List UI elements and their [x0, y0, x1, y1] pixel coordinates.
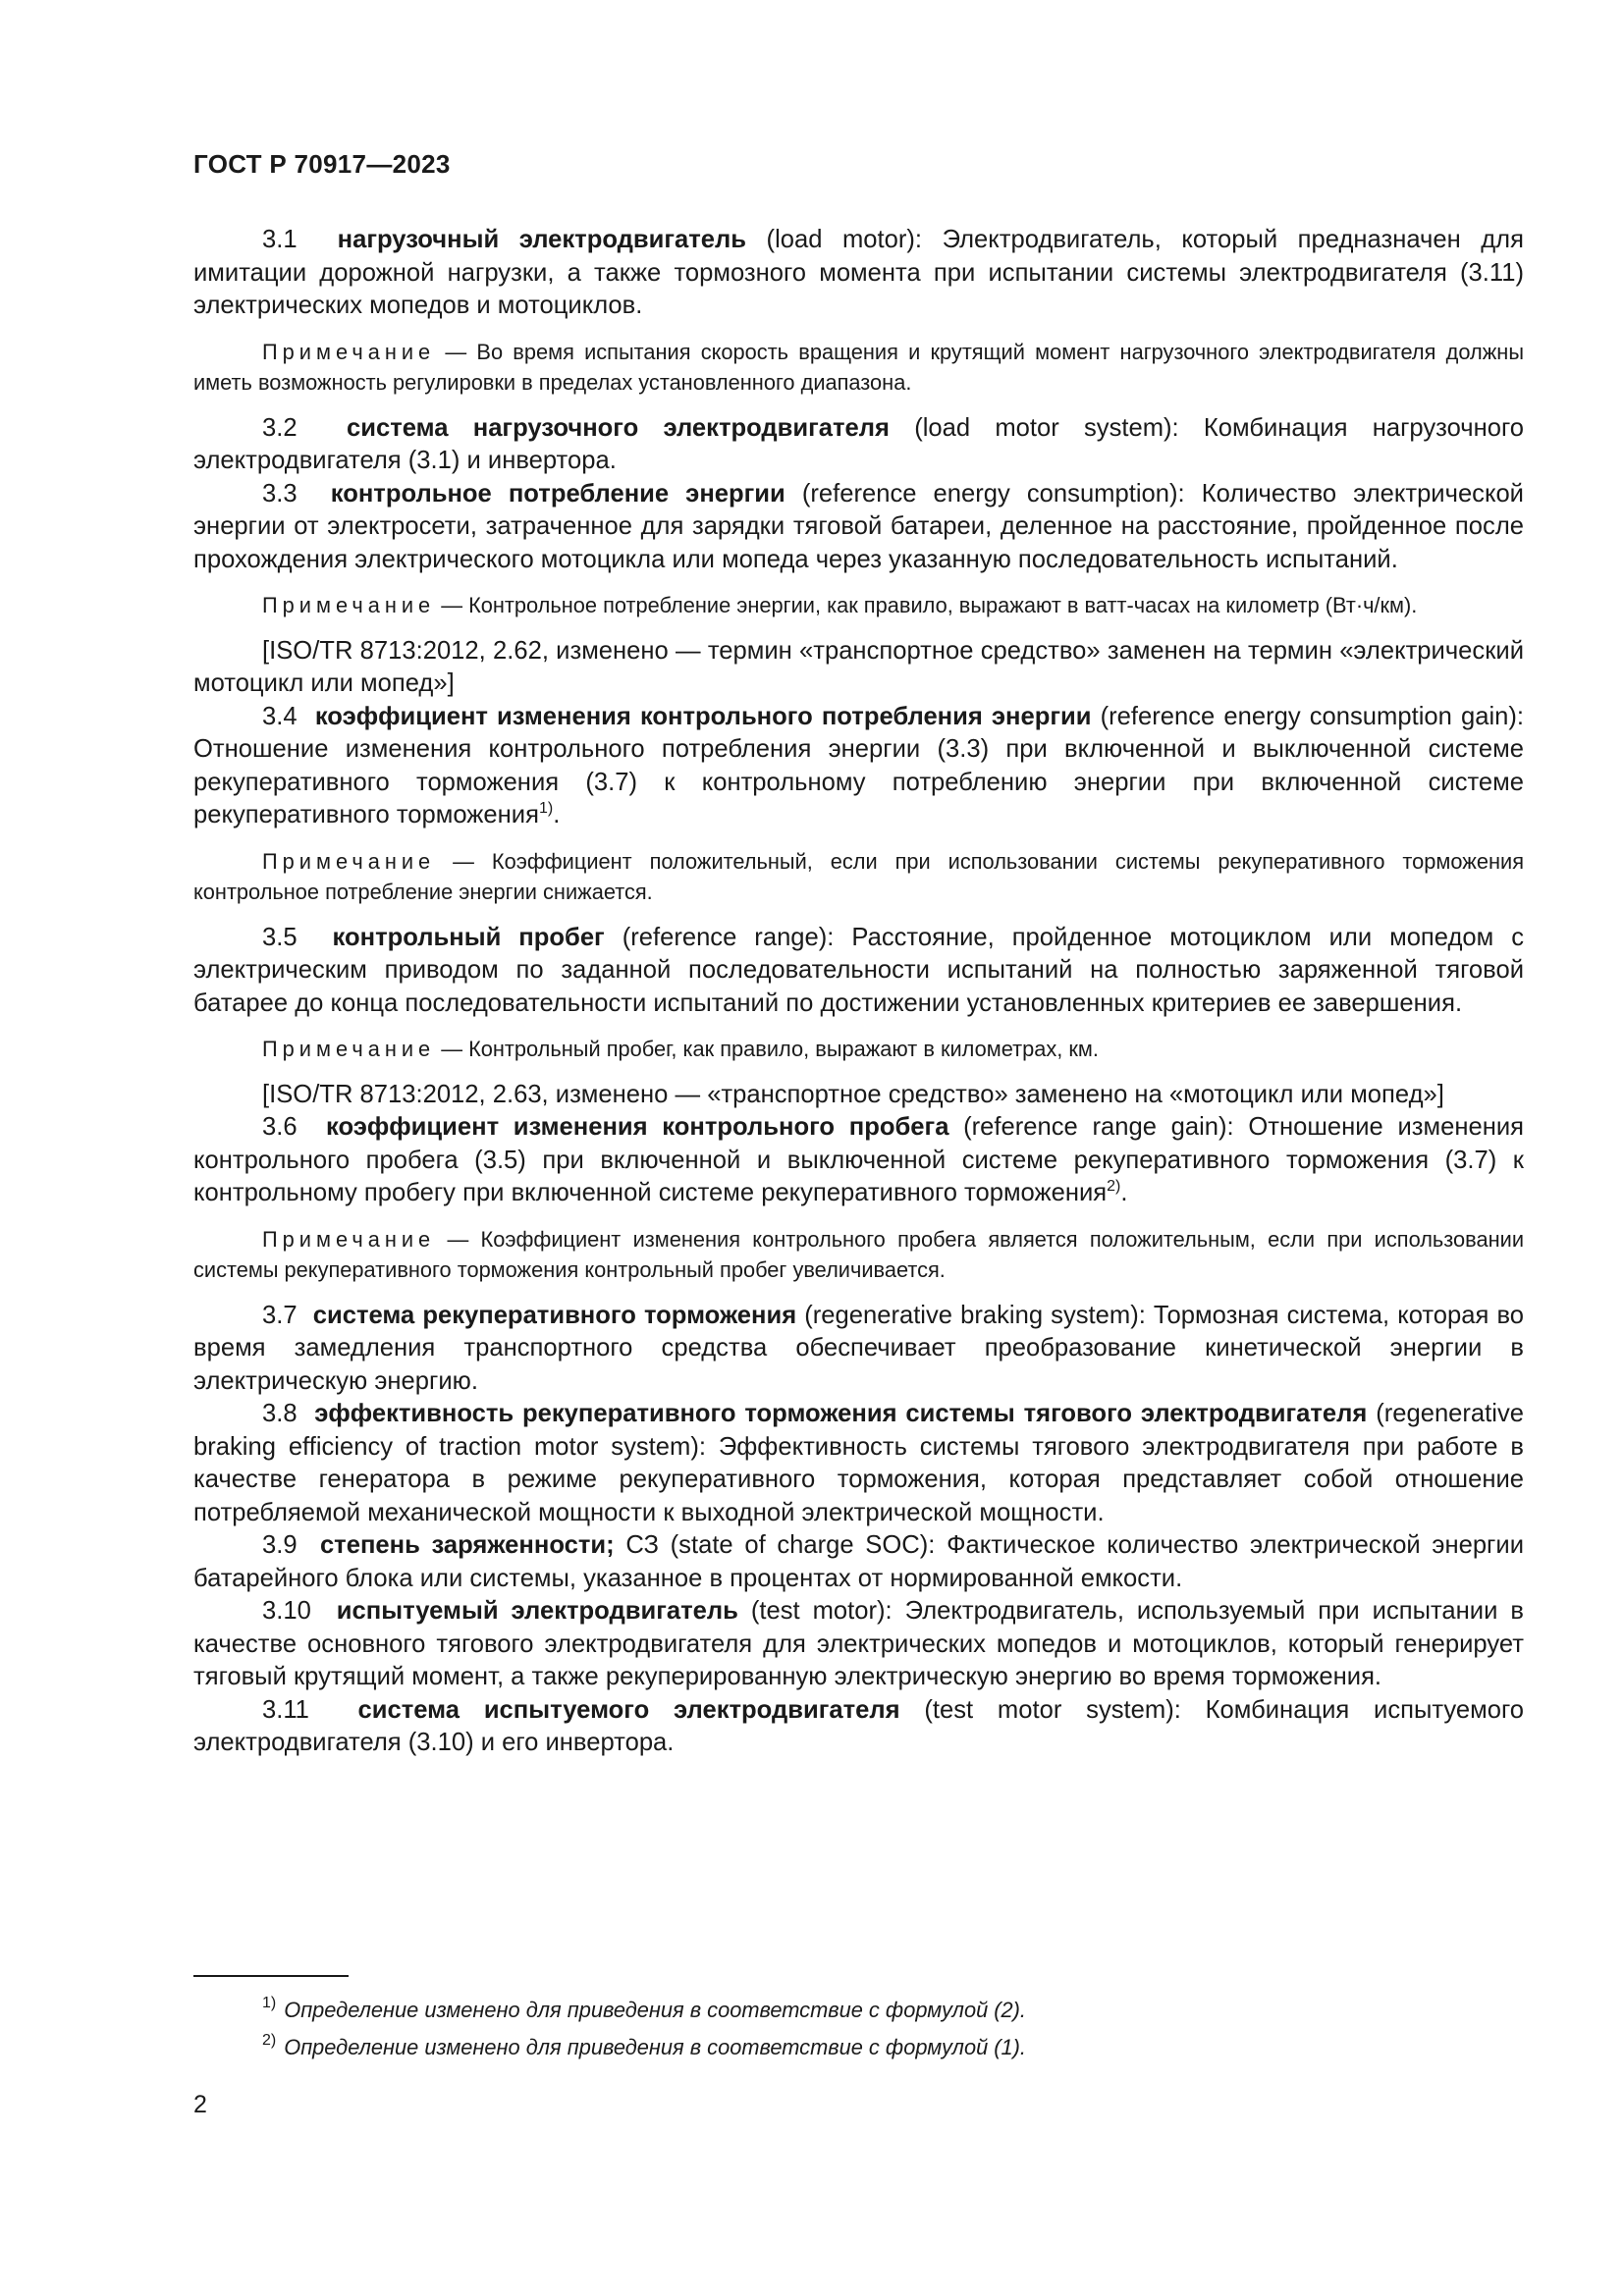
note-label: Примечание	[262, 1226, 436, 1252]
definition-term: степень заряженности;	[319, 1531, 615, 1559]
definition-text: (reference energy consumption gain): Отношение изменения контрольного потребления энергии (3.3) при включенной и выключенной системе рекуперативного торможения (3.7) к контрольному потреблению энергии при включенной системе рекуперативного торможения	[193, 702, 1524, 828]
definition-text: (regenerative braking efficiency of traction motor system): Эффективность системы тягового электродвигателя при работе в качестве генератора в режиме рекуперативного торможения, которая представляет собой отношение потребляемой механической мощности к выходной электрической мощности.	[193, 1400, 1524, 1526]
definition-number: 3.7	[262, 1301, 298, 1329]
footnote-ref: 2)	[1107, 1178, 1121, 1195]
definition-term: контрольный пробег	[332, 923, 605, 951]
definition-number: 3.5	[262, 923, 298, 951]
definition-text: (regenerative braking system): Тормозная система, которая во время замедления транспортного средства обеспечивает преобразование кинетической энергии в электрическую энергию.	[193, 1301, 1524, 1395]
note-text: — Коэффициент изменения контрольного пробега является положительным, если при использовании системы рекуперативного торможения контрольный пробег увеличивается.	[193, 1226, 1524, 1282]
note-3-6	[193, 1224, 1524, 1286]
definition-text: (load motor): Электродвигатель, который предназначен для имитации дорожной нагрузки, а также тормозного момента при испытании системы электродвигателя (3.11) электрических мопедов и мотоциклов.	[193, 226, 1524, 319]
definition-text: (test motor): Электродвигатель, используемый при испытании в качестве основного тягового электродвигателя для электрических мопедов и мотоциклов, который генерирует тяговый крутящий момент, а также рекуперированную электрическую энергию во время торможения.	[193, 1597, 1524, 1690]
note-label: Примечание	[262, 593, 436, 617]
definition-3-6	[193, 1111, 1524, 1210]
definition-text: (load motor system): Комбинация нагрузочного электродвигателя (3.1) и инвертора.	[193, 413, 1524, 474]
footnote-text: Определение изменено для приведения в соответствие с формулой (1).	[284, 2035, 1026, 2059]
note-text: — Коэффициент положительный, если при использовании системы рекуперативного торможения контрольное потребление энергии снижается.	[193, 848, 1524, 904]
source-3-3: [ISO/TR 8713:2012, 2.62, изменено — термин «транспортное средство» заменен на термин «электрический мотоцикл или мопед»]	[193, 636, 1524, 697]
footnote-1	[262, 1996, 1524, 2025]
footnote-mark: 1)	[262, 1995, 277, 2011]
footnote-mark: 2)	[262, 2032, 277, 2049]
note-label: Примечание	[262, 1037, 436, 1061]
note-3-5	[193, 1034, 1524, 1065]
definition-term: эффективность рекуперативного торможения системы тягового электродвигателя	[314, 1400, 1368, 1427]
footnote-text: Определение изменено для приведения в соответствие с формулой (2).	[284, 1998, 1026, 2022]
definition-text: (reference range): Расстояние, пройденное мотоциклом или мопедом с электрическим приводом по заданной последовательности испытаний на полностью заряженной тяговой батарее до конца последовательности испытаний по достижении установленных критериев ее завершения.	[193, 923, 1524, 1017]
definition-term: система рекуперативного торможения	[312, 1301, 797, 1329]
note-label: Примечание	[262, 848, 436, 874]
definition-3-2	[193, 412, 1524, 478]
definition-3-7	[193, 1300, 1524, 1399]
definition-3-4	[193, 701, 1524, 832]
footnote-2	[262, 2033, 1524, 2062]
definition-term: система нагрузочного электродвигателя	[347, 413, 890, 442]
definition-term: испытуемый электродвигатель	[336, 1597, 738, 1625]
definition-3-5	[193, 922, 1524, 1021]
definition-term: коэффициент изменения контрольного пробега	[325, 1113, 949, 1141]
document-header: ГОСТ Р 70917—2023	[193, 149, 451, 179]
definition-3-3	[193, 478, 1524, 577]
definition-text: (reference energy consumption): Количество электрической энергии от электросети, затраченное для зарядки тяговой батареи, деленное на расстояние, пройденное после прохождения электрического мотоцикла или мопеда через указанную последовательность испытаний.	[193, 479, 1524, 573]
note-3-4	[193, 846, 1524, 908]
note-3-1	[193, 337, 1524, 399]
definition-3-10	[193, 1595, 1524, 1694]
definition-end: .	[553, 801, 561, 828]
note-text: — Контрольное потребление энергии, как правило, выражают в ватт-часах на километр (Вт·ч/км).	[435, 593, 1418, 617]
footnote-divider	[193, 1975, 349, 1977]
definition-text: СЗ (state of charge SOC): Фактическое количество электрической энергии батарейного блока или системы, указанное в процентах от нормированной емкости.	[193, 1531, 1524, 1592]
definition-term: коэффициент изменения контрольного потребления энергии	[314, 702, 1092, 730]
note-label: Примечание	[262, 339, 436, 364]
definition-number: 3.2	[262, 413, 298, 442]
definition-3-11	[193, 1694, 1524, 1760]
source-3-5: [ISO/TR 8713:2012, 2.63, изменено — «транспортное средство» заменено на «мотоцикл или мопед»]	[262, 1080, 1444, 1108]
definition-number: 3.9	[262, 1531, 298, 1559]
definition-3-9	[193, 1529, 1524, 1595]
definition-number: 3.6	[262, 1113, 298, 1141]
note-text: — Во время испытания скорость вращения и крутящий момент нагрузочного электродвигателя должны иметь возможность регулировки в пределах установленного диапазона.	[193, 339, 1524, 395]
definition-number: 3.4	[262, 702, 298, 730]
definition-term: нагрузочный электродвигатель	[337, 226, 747, 253]
footnotes	[193, 1996, 1524, 2070]
footnote-ref: 1)	[538, 800, 554, 817]
note-3-3	[193, 590, 1524, 621]
definition-3-8	[193, 1398, 1524, 1529]
definition-term: система испытуемого электродвигателя	[357, 1695, 900, 1724]
definition-number: 3.11	[262, 1695, 309, 1724]
definition-end: .	[1120, 1179, 1128, 1206]
note-text: — Контрольный пробег, как правило, выражают в километрах, км.	[435, 1037, 1099, 1061]
definition-number: 3.3	[262, 479, 298, 507]
definition-text: (reference range gain): Отношение изменения контрольного пробега (3.5) при включенной и выключенной системе рекуперативного торможения (3.7) к контрольному пробегу при включенной системе рекуперативного торможения	[193, 1113, 1524, 1206]
definition-term: контрольное потребление энергии	[330, 479, 785, 507]
definition-text: (test motor system): Комбинация испытуемого электродвигателя (3.10) и его инвертора.	[193, 1695, 1524, 1756]
definition-number: 3.10	[262, 1597, 311, 1625]
definition-number: 3.8	[262, 1400, 298, 1427]
page-number: 2	[193, 2091, 207, 2118]
definition-number: 3.1	[262, 226, 298, 253]
definitions-section	[193, 224, 1524, 1760]
definition-3-1	[193, 224, 1524, 323]
